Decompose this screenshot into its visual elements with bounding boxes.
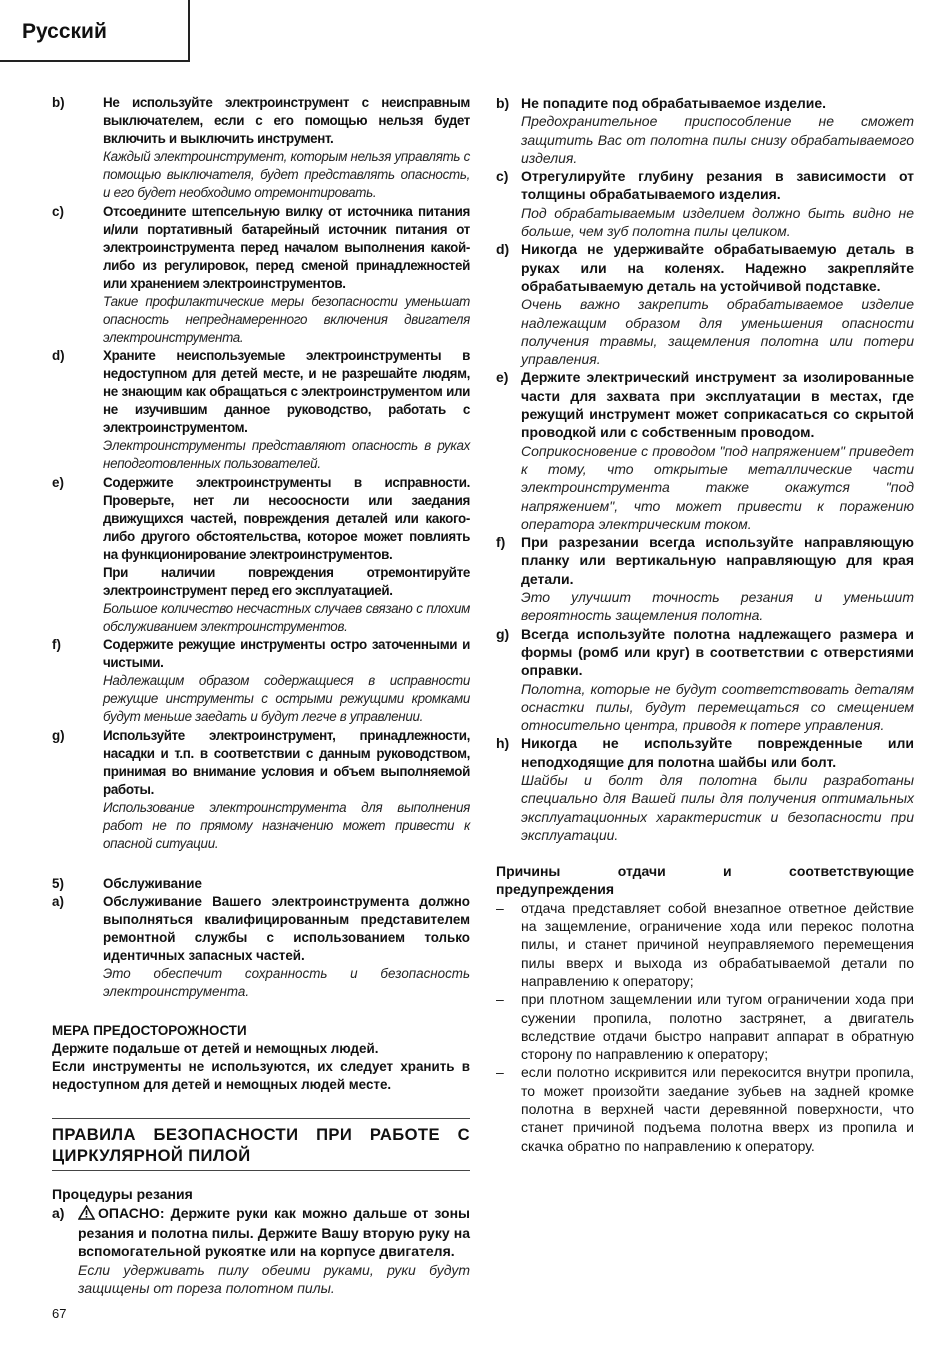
list-item: – отдача представляет собой внезапное ответное действие на защемление, ограничение хода или перекос полотна пилы, и станет причиной неуправляемого перемещения пилы вверх и выхода из обрабатываемой детали по направлению к оператору; [496, 899, 914, 989]
kickback-title-line-1: Причины отдачи и соответствующие [496, 863, 914, 880]
item-bold-text: Содержите электроинструменты в исправности. Проверьте, нет ли несоосности или заедания движущихся частей, повреждения деталей или какого-либо другого обстоятельства, которое может повлиять на функционирование электроинструментов. [103, 474, 470, 562]
bullet-text: при плотном защемлении или тугом ограничении хода при сужении пропила, полотно застрянет, а двигатель вследствие отдачи быстро направит аппарат в обратную сторону по направлению к оператору; [521, 991, 914, 1063]
service-section: 5) Обслуживание [52, 876, 202, 892]
caution-title: МЕРА ПРЕДОСТОРОЖНОСТИ [52, 1022, 247, 1038]
warning-triangle-icon [78, 1205, 95, 1224]
item-bold-text: Используйте электроинструмент, принадлежности, насадки и т.п. в соответствии с данным руководством, принимая во внимание условия и объем выполняемой работы. [103, 727, 470, 797]
item-bold-text-2: При наличии повреждения отремонтируйте электроинструмент перед его эксплуатацией. [103, 564, 470, 598]
list-item: g) Всегда используйте полотна надлежащего размера и формы (ромб или круг) в соответствии с отверстиями оправки. Полотна, которые не будут соответствовать деталям оснастки пилы, будут перемещаться со смещением относительно центра, приводя к потере управления. [496, 625, 914, 734]
language-tab [0, 0, 190, 62]
item-bold-text: Держите электрический инструмент за изолированные части для захвата при эксплуатации в местах, где режущий инструмент может соприкасаться со скрытой проводкой или с собственным проводом. [521, 369, 914, 441]
caution-line-2: Если инструменты не используются, их следует хранить в недоступном для детей и немощных людей месте. [52, 1058, 470, 1092]
list-item: c) Отрегулируйте глубину резания в зависимости от толщины обрабатываемого изделия. Под обрабатываемым изделием должно быть видно не больше, чем зуб полотна пилы целиком. [496, 168, 914, 240]
item-italic-text: Электроинструменты представляют опасность в руках неподготовленных пользователей. [103, 438, 470, 472]
item-bold-text: Не используйте электроинструмент с неисправным выключателем, если с его помощью нельзя будет включить и выключить инструмент. [103, 95, 470, 146]
list-item: d) Никогда не удерживайте обрабатываемую деталь в руках или на коленях. Надежно закрепляйте обрабатываемую деталь на устойчивой подставке. Очень важно закрепить обрабатываемое изделие надлежащим образом для уменьшения опасности получения травмы, защемления полотна или потери управления. [496, 241, 914, 368]
list-item: b) Не попадите под обрабатываемое изделие. Предохранительное приспособление не сможет защитить Вас от полотна пилы снизу обрабатываемого изделия. [496, 95, 914, 166]
item-bold-text: При разрезании всегда используйте направляющую планку или вертикальную направляющую для края детали. [521, 534, 914, 587]
list-item: f) При разрезании всегда используйте направляющую планку или вертикальную направляющую для края детали. Это улучшит точность резания и уменьшит вероятность защемления полотна. [496, 534, 914, 624]
list-item: e) Содержите электроинструменты в исправности. Проверьте, нет ли несоосности или заедания движущихся частей, повреждения деталей или какого-либо другого обстоятельства, которое может повлиять на функционирование электроинструментов. При наличии повреждения отремонтируйте электроинструмент перед его эксплуатацией. Большое количество несчастных случаев связано с плохим обслуживанием электроинструментов. [52, 474, 470, 636]
item-italic-text: Это обеспечит сохранность и безопасность электроинструмента. [103, 966, 470, 1000]
bullet-text: если полотно искривится или перекосится внутри пропила, то может произойти заедание зубьев на задней кромке полотна в верхней части деревянной поверхности, что станет причиной подъема полотна вверх из пропила и скачка обратно по направлению к оператору. [521, 1064, 914, 1154]
item-italic-text: Если удерживать пилу обеими руками, руки будут защищены от пореза полотном пилы. [78, 1261, 470, 1296]
rules-title: ПРАВИЛА БЕЗОПАСНОСТИ ПРИ РАБОТЕ С ЦИРКУЛЯРНОЙ ПИЛОЙ [52, 1124, 470, 1165]
service-title: Обслуживание [103, 876, 202, 892]
language-label: Русский [22, 20, 107, 43]
item-italic-text: Очень важно закрепить обрабатываемое изделие надлежащим образом для уменьшения опасности получения травмы, защемления полотна или потери управления. [521, 296, 914, 368]
list-item: c) Отсоедините штепсельную вилку от источника питания и/или портативный батарейный источник питания от электроинструмента перед началом выполнения какой-либо из регулировок, перед сменой принадлежностей или хранением электроинструментов. Такие профилактические меры безопасности уменьшат опасность непреднамеренного включения двигателя электроинструмента. [52, 203, 470, 348]
item-italic-text: Надлежащим образом содержащиеся в исправности режущие инструменты с острыми режущими кромками будут меньше заедать и будут легче в управлении. [103, 673, 470, 725]
kickback-title-line-2: предупреждения [496, 881, 615, 898]
item-bold-text: Никогда не удерживайте обрабатываемую деталь в руках или на коленях. Надежно закрепляйте обрабатываемую деталь на устойчивой подставке. [521, 241, 914, 294]
list-item: – при плотном защемлении или тугом ограничении хода при сужении пропила, полотно застрянет, а двигатель вследствие отдачи быстро направит аппарат в обратную сторону по направлению к оператору; [496, 991, 914, 1063]
item-italic-text: Такие профилактические меры безопасности уменьшат опасность непреднамеренного включения двигателя электроинструмента. [103, 293, 470, 346]
item-italic-text: Шайбы и болт для полотна были разработаны специально для Вашей пилы для получения оптимальных эксплуатационных характеристик и безопасности при эксплуатации. [521, 771, 914, 843]
list-item: d) Храните неиспользуемые электроинструменты в недоступном для детей месте, и не разрешайте людям, не знающим как обращаться с электроинструментом или не изучившим данное руководство, работать с электроинструментом. Электроинструменты представляют опасность в руках неподготовленных пользователей. [52, 347, 470, 473]
item-bold-text: Никогда не используйте поврежденные или неподходящие для полотна шайбы или болт. [521, 735, 914, 770]
item-bold-text: Содержите режущие инструменты остро заточенными и чистыми. [103, 637, 470, 671]
item-italic-text: Большое количество несчастных случаев связано с плохим обслуживанием электроинструментов. [103, 600, 470, 634]
list-item: h) Никогда не используйте поврежденные или неподходящие для полотна шайбы или болт. Шайбы и болт для полотна были разработаны специально для Вашей пилы для получения оптимальных эксплуатационных характеристик и безопасности при эксплуатации. [496, 735, 914, 843]
list-item: f) Содержите режущие инструменты остро заточенными и чистыми. Надлежащим образом содержащиеся в исправности режущие инструменты с острыми режущими кромками будут меньше заедать и будут легче в управлении. [52, 636, 470, 727]
item-italic-text: Соприкосновение с проводом "под напряжением" приведет к тому, что открытые металлические части электроинструмента также окажутся "под напряжением", что может привести к поражению оператора электрическим током. [521, 442, 914, 532]
item-italic-text: Полотна, которые не будут соответствовать деталям оснастки пилы, будут перемещаться со смещением относительно центра, приводя к потере управления. [521, 680, 914, 734]
item-bold-text: Обслуживание Вашего электроинструмента должно выполняться квалифицированным представителем ремонтной службы с использованием только идентичных запасных частей. [103, 894, 470, 964]
caution-line-1: Держите подальше от детей и немощных людей. [52, 1040, 379, 1056]
item-bold-text: Всегда используйте полотна надлежащего размера и формы (ромб или круг) в соответствии с отверстиями оправки. [521, 625, 914, 679]
procedures-title: Процедуры резания [52, 1185, 193, 1202]
left-column [52, 94, 470, 1297]
bullet-text: отдача представляет собой внезапное ответное действие на защемление, ограничение хода или перекос полотна пилы, и станет причиной неуправляемого перемещения пилы вверх и выхода из обрабатываемой детали по направлению к оператору; [521, 899, 914, 989]
list-item: a) Обслуживание Вашего электроинструмента должно выполняться квалифицированным представителем ремонтной службы с использованием только идентичных запасных частей. Это обеспечит сохранность и безопасность электроинструмента. [52, 893, 470, 1001]
item-bold-text: Отрегулируйте глубину резания в зависимости от толщины обрабатываемого изделия. [521, 168, 914, 203]
item-italic-text: Предохранительное приспособление не сможет защитить Вас от полотна пилы снизу обрабатываемого изделия. [521, 113, 914, 166]
item-bold-text: ОПАСНО: Держите руки как можно дальше от зоны резания и полотна пилы. Держите Вашу вторую руку на вспомогательной рукоятке или на корпусе двигателя. [78, 1204, 470, 1260]
right-column [496, 94, 914, 1155]
item-italic-text: Это улучшит точность резания и уменьшит вероятность защемления полотна. [521, 589, 914, 624]
list-item: g) Используйте электроинструмент, принадлежности, насадки и т.п. в соответствии с данным руководством, принимая во внимание условия и объем выполняемой работы. Использование электроинструмента для выполнения работ не по прямому назначению может привести к опасной ситуации. [52, 727, 470, 854]
page-number: 67 [52, 1306, 67, 1321]
item-italic-text: Использование электроинструмента для выполнения работ не по прямому назначению может привести к опасной ситуации. [103, 799, 470, 852]
divider [52, 1170, 470, 1171]
item-italic-text: Под обрабатываемым изделием должно быть видно не больше, чем зуб полотна пилы целиком. [521, 204, 914, 240]
list-item: a) ОПАСНО: Держите руки как можно дальше от зоны резания и полотна пилы. Держите Вашу вторую руку на вспомогательной рукоятке или на корпусе двигателя. Если удерживать пилу обеими руками, руки будут защищены от пореза полотном пилы. [52, 1204, 470, 1296]
item-bold-text: Храните неиспользуемые электроинструменты в недоступном для детей месте, и не разрешайте людям, не знающим как обращаться с электроинструментом или не изучившим данное руководство, работать с электроинструментом. [103, 348, 470, 436]
item-italic-text: Каждый электроинструмент, которым нельзя управлять с помощью выключателя, будет представлять опасность, и его будет необходимо отремонтировать. [103, 149, 470, 201]
item-bold-text: Отсоедините штепсельную вилку от источника питания и/или портативный батарейный источник питания от электроинструмента перед началом выполнения какой-либо из регулировок, перед сменой принадлежностей или хранением электроинструментов. [103, 203, 470, 291]
item-bold-text: Не попадите под обрабатываемое изделие. [521, 95, 827, 111]
list-item: – если полотно искривится или перекосится внутри пропила, то может произойти заедание зубьев на задней кромке полотна в верхней части деревянной поверхности, что станет причиной подъема полотна вверх из пропила и скачка обратно по направлению к оператору. [496, 1064, 914, 1154]
list-item: b) Не используйте электроинструмент с неисправным выключателем, если с его помощью нельзя будет включить и выключить инструмент. Каждый электроинструмент, которым нельзя управлять с помощью выключателя, будет представлять опасность, и его будет необходимо отремонтировать. [52, 94, 470, 203]
list-item: e) Держите электрический инструмент за изолированные части для захвата при эксплуатации в местах, где режущий инструмент может соприкасаться со скрытой проводкой или с собственным проводом. Соприкосновение с проводом "под напряжением" приведет к тому, что открытые металлические части электроинструмента также окажутся "под напряжением", что может привести к поражению оператора электрическим током. [496, 369, 914, 532]
